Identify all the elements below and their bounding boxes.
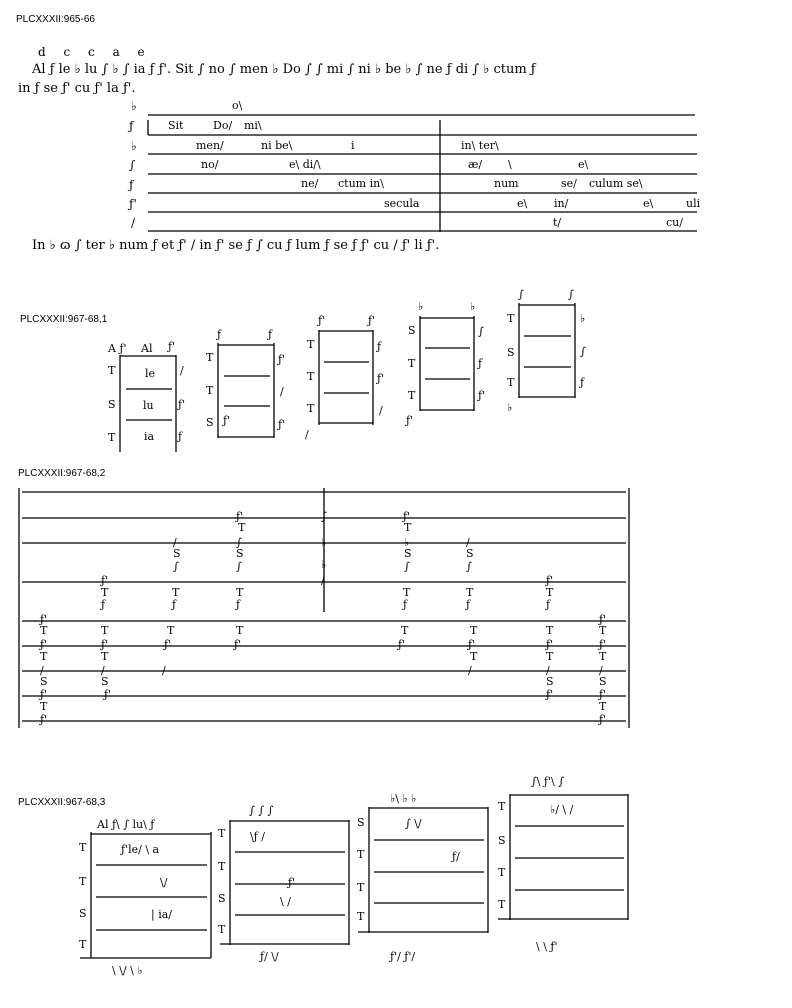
staff-symbol: ♭ [131,139,137,153]
neume-mark: ƒ' [468,638,476,651]
row-letter: S [108,398,116,411]
neume-mark: S [466,547,474,560]
row-letter: T [108,364,116,377]
neume-mark: ∫ [404,560,410,573]
neume-mark: ƒ' [40,638,48,651]
neume-mark: ƒ' [398,638,406,651]
row-letter: S [408,324,416,337]
staff-syllable: t/ [553,216,562,229]
neume-mark: ƒ [466,598,471,611]
staff-syllable: ne/ [301,177,319,190]
staff-syllable: \ [508,158,512,171]
row-letter: T [79,938,87,951]
staff-syllable: num [494,177,519,190]
neume-mark: T [546,624,554,637]
staff-syllable: Do/ [213,119,233,132]
neume-mark: / [546,664,550,677]
row-letter: S [206,416,214,429]
staff-syllable: æ/ [468,158,483,171]
box-bottom: \ \/ \ ♭ [112,964,143,977]
box-row: ƒ'le/ \ a [121,843,160,856]
box-mark: ƒ [580,376,585,389]
neume-mark: T [466,586,474,599]
neume-mark: ƒ' [40,613,48,626]
box-mark: ƒ' [377,372,385,385]
box-bottom: ƒ'/ ƒ'/ [390,950,416,963]
row-letter: T [108,431,116,444]
neume-mark: T [101,624,109,637]
row-letter: T [218,827,226,840]
box-mark: ∫ [478,325,484,338]
staff-syllable: uli [686,197,701,210]
row-letter: T [206,384,214,397]
staff-syllable: culum se\ [589,177,643,190]
box-mark: ♭ [580,312,586,325]
box-row: ♭/ \ / [550,803,574,816]
neume-mark: / [40,664,44,677]
box-mark: ƒ' [223,414,231,427]
neume-mark: T [167,624,175,637]
neume-mark: ƒ' [236,510,244,523]
neume-mark: T [470,624,478,637]
neume-mark: ∫ [466,560,472,573]
row-letter: T [307,338,315,351]
box-mark: ƒ' [278,418,286,431]
box-mark: ƒ [478,357,483,370]
neume-mark: ∫ [173,560,179,573]
row-letter: T [507,376,515,389]
row-letter: S [218,892,226,905]
neume-letters: d c c a e [38,45,145,59]
neume-mark: / [466,536,470,549]
box-mark: / [180,364,184,377]
neume-mark: S [40,675,48,688]
neume-mark: ƒ' [40,713,48,726]
neume-mark: ƒ' [403,510,411,523]
row-letter: T [357,848,365,861]
row-letter: T [408,357,416,370]
box-header: ∫\ ƒ'\ ∫ [531,775,564,788]
staff-syllable: e\ [578,158,589,171]
neume-mark: ƒ' [546,574,554,587]
neume-mark: T [546,650,554,663]
neume-mark: T [101,650,109,663]
box-mark: ƒ [178,430,183,443]
neume-mark: T [40,700,48,713]
neume-mark: ƒ' [164,638,172,651]
staff-symbol: ƒ' [129,197,137,211]
box-row: \/ [160,876,168,889]
staff-symbol: / [131,216,136,230]
staff-syllable: e\ di/\ [289,158,321,171]
neume-mark: ƒ [172,598,177,611]
neume-mark: ƒ' [599,638,607,651]
row-letter: T [507,312,515,325]
row-letter: S [79,907,87,920]
box-mark: ƒ' [178,398,186,411]
staff-syllable: o\ [232,99,243,112]
neume-mark: T [401,624,409,637]
neume-mark: / [599,664,603,677]
box-header: ♭\ ♭ ♭ [390,792,417,805]
neume-mark: T [599,650,607,663]
section-label-1: PLCXXXII:965-66 [16,14,95,25]
neume-mark: ∫ [321,510,327,523]
box-mark: ƒ' [278,353,286,366]
staff-syllable: i [351,139,355,152]
box-syllable: ia [144,430,155,443]
neume-mark: ƒ [403,598,408,611]
neume-mark: T [236,624,244,637]
box-row: \ƒ / [250,830,265,843]
staff-syllable: men/ [196,139,224,152]
staff-symbol: ♭ [131,99,137,113]
staff-syllable: e\ [517,197,528,210]
box-syllable: le [145,367,156,380]
row-letter: T [307,402,315,415]
neume-mark: ƒ [546,598,551,611]
row-letter: T [498,898,506,911]
neume-mark: ♭ [321,558,327,571]
row-letter: T [408,389,416,402]
box-mark: / [305,428,309,441]
neume-mark: T [238,521,246,534]
neume-mark: / [162,664,166,677]
box-mark: ƒ [377,340,382,353]
staff-syllable: no/ [201,158,219,171]
box-mark: ♭ [470,300,476,313]
neume-mark: S [173,547,181,560]
box-mark: ƒ' [168,340,176,353]
staff-syllable: mi\ [244,119,262,132]
neume-mark: ♭ [404,536,410,549]
box-header: ∫ ∫ ∫ [249,804,274,817]
staff-syllable: in\ ter\ [461,139,499,152]
neume-mark: ∫ [236,536,242,549]
box-row: ƒ' [288,876,296,889]
box-mark: ƒ' [318,314,326,327]
neume-mark: T [40,624,48,637]
row-letter: T [498,866,506,879]
neume-mark: ƒ' [40,688,48,701]
neume-mark: T [403,586,411,599]
row-letter: T [357,881,365,894]
section-label-3: PLCXXXII:967-68,2 [18,468,106,479]
neume-mark: T [470,650,478,663]
box-mark: / [379,404,383,417]
neume-mark: T [599,624,607,637]
chant-text-line-2: in ƒ se ƒ' cu ƒ' la ƒ'. [18,81,136,96]
neume-mark: ƒ' [104,688,112,701]
box-mark: ∫ [568,288,574,301]
box-row: ƒ/ [452,850,460,863]
row-letter: S [357,816,365,829]
staff-syllable: se/ [561,177,577,190]
chant-text-line-3: In ♭ ɷ ∫ ter ♭ num ƒ et ƒ' / in ƒ' se ƒ ∫ cu ƒ lum ƒ se ƒ ƒ' cu / ƒ' li ƒ'. [32,238,440,253]
box-mark: ƒ' [406,414,414,427]
neume-mark: S [101,675,109,688]
neume-mark: T [404,521,412,534]
box-mark: ∫ [580,345,586,358]
staff-syllable: secula [384,197,420,210]
row-letter: T [218,923,226,936]
box-syllable: Al [141,342,153,355]
neume-mark: T [236,586,244,599]
section-label-2: PLCXXXII:967-68,1 [20,314,108,325]
box-mark: ƒ' [368,314,376,327]
neume-mark: S [599,675,607,688]
box-row: ∫ \/ [405,817,422,830]
box-row: \ / [280,895,291,908]
neume-mark: ƒ' [546,638,554,651]
neume-mark: T [40,650,48,663]
box-mark: ∫ [518,288,524,301]
staff-symbol: ƒ [129,178,134,192]
neume-mark: S [236,547,244,560]
row-letter: T [79,841,87,854]
staff-syllable: cu/ [666,216,683,229]
neume-mark: ♭ [321,536,327,549]
box-row: | ia/ [151,908,172,921]
box-mark: ƒ [268,328,273,341]
neume-mark: S [546,675,554,688]
box-bottom: ƒ/ \/ [260,950,279,963]
box-syllable: A ƒ' [108,342,127,355]
box-header: Al ƒ\ ∫ lu\ ƒ [97,818,155,831]
row-letter: S [507,346,515,359]
neume-mark: ƒ' [234,638,242,651]
neume-mark: / [321,574,325,587]
neume-mark: ƒ' [101,574,109,587]
neume-mark: T [101,586,109,599]
neume-mark: ƒ' [599,713,607,726]
row-letter: T [498,800,506,813]
neume-mark: T [172,586,180,599]
row-letter: T [218,860,226,873]
row-letter: S [498,834,506,847]
box-mark: ♭ [507,401,513,414]
section-label-4: PLCXXXII:967-68,3 [18,797,106,808]
neume-mark: T [599,700,607,713]
neume-mark: / [173,536,177,549]
box-bottom: \ \ ƒ' [536,940,558,953]
staff-symbol: ƒ [129,119,134,133]
staff-syllable: ctum in\ [338,177,384,190]
staff-syllable: ni be\ [261,139,293,152]
neume-mark: ƒ' [546,688,554,701]
neume-mark: ƒ' [599,688,607,701]
row-letter: T [357,910,365,923]
neume-mark: T [546,586,554,599]
row-letter: T [206,351,214,364]
staff-symbol: ∫ [129,158,136,172]
box-mark: ƒ [217,328,222,341]
neume-mark: ∫ [236,560,242,573]
box-syllable: lu [143,399,154,412]
row-letter: T [79,875,87,888]
chant-text-line-1: Al ƒ le ♭ lu ∫ ♭ ∫ ia ƒ ƒ'. Sit ∫ no ∫ men ♭ Do ∫ ∫ mi ∫ ni ♭ be ♭ ∫ ne ƒ di ∫ ♭ ctum ƒ [32,62,536,77]
neume-mark: ƒ' [599,613,607,626]
staff-syllable: e\ [643,197,654,210]
neume-mark: ƒ [101,598,106,611]
staff-syllable: Sit [168,119,184,132]
box-mark: / [280,385,284,398]
neume-mark: ƒ [236,598,241,611]
neume-mark: / [101,664,105,677]
neume-mark: S [404,547,412,560]
box-mark: ƒ' [478,389,486,402]
staff-syllable: in/ [554,197,569,210]
neume-mark: ƒ' [101,638,109,651]
neume-mark: / [468,664,472,677]
box-mark: ♭ [418,300,424,313]
row-letter: T [307,370,315,383]
